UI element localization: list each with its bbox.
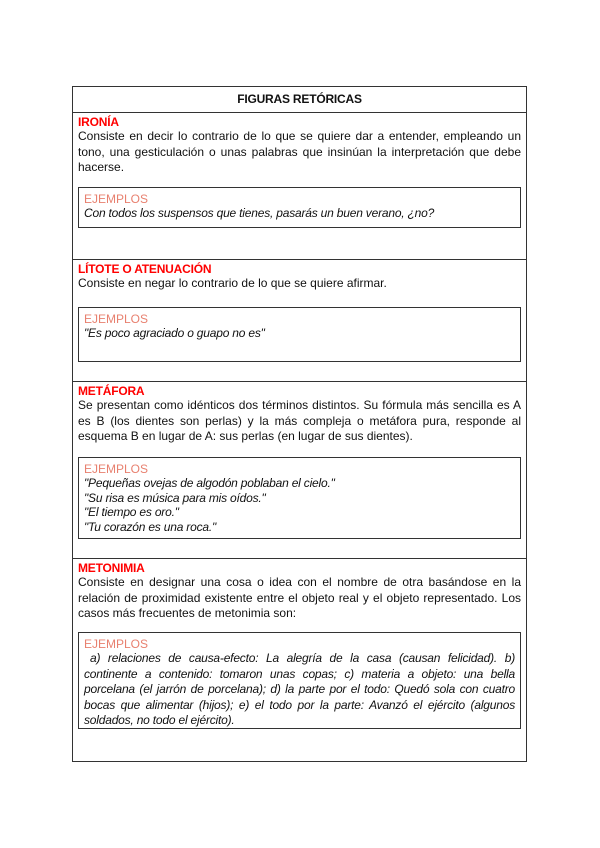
example-item: "El tiempo es oro." [84, 505, 179, 519]
examples-label: EJEMPLOS [84, 462, 149, 476]
section-description: Consiste en designar una cosa o idea con el nombre de otra basándose en la relación de proximidad existente entre el objeto real y el objeto representado. Los casos más frecuentes de metonimia son: [78, 575, 521, 620]
section-metonimia [73, 559, 526, 761]
section-title: IRONÍA [78, 115, 119, 129]
example-item: "Pequeñas ovejas de algodón poblaban el cielo." [84, 476, 335, 490]
example-item: a) relaciones de causa-efecto: La alegría de la casa (causan felicidad). b) continente a contenido: tomaron unas copas; c) materia a objeto: una bella porcelana (el jarrón de porcelana); d) la parte por el todo: Quedó sola con cuatro bocas que alimentar (hijos); e) el todo por la parte: Avanzó el ejército (algunos soldados, no todo el ejército). [84, 651, 515, 727]
section-ironia [73, 113, 526, 260]
examples-box [78, 307, 521, 362]
section-description: Se presentan como idénticos dos términos distintos. Su fórmula más sencilla es A es B (los dientes son perlas) y la más compleja o metáfora pura, responde al esquema B en lugar de A: sus perlas (en lugar de sus dientes). [78, 398, 521, 443]
section-description: Consiste en decir lo contrario de lo que se quiere dar a entender, empleando un tono, una gesticulación o unas palabras que insinúan la interpretación que debe hacerse. [78, 129, 521, 174]
example-item: "Su risa es música para mis oídos." [84, 490, 266, 505]
examples-box [78, 632, 521, 729]
section-title: METÁFORA [78, 384, 145, 398]
section-metafora [73, 382, 526, 559]
page-title: FIGURAS RETÓRICAS [73, 87, 526, 113]
example-item: "Es poco agraciado o guapo no es" [84, 326, 265, 340]
section-litote [73, 260, 526, 382]
example-item: "Tu corazón es una roca." [84, 519, 217, 534]
section-title: LÍTOTE O ATENUACIÓN [78, 262, 212, 276]
examples-label: EJEMPLOS [84, 312, 149, 326]
examples-label: EJEMPLOS [84, 637, 149, 651]
examples-box [78, 187, 521, 228]
section-title: METONIMIA [78, 561, 145, 575]
example-item: Con todos los suspensos que tienes, pasarás un buen verano, ¿no? [84, 206, 435, 220]
rhetorical-figures-table [72, 86, 527, 762]
examples-label: EJEMPLOS [84, 192, 149, 206]
examples-box [78, 457, 521, 539]
section-description: Consiste en negar lo contrario de lo que se quiere afirmar. [78, 276, 387, 290]
